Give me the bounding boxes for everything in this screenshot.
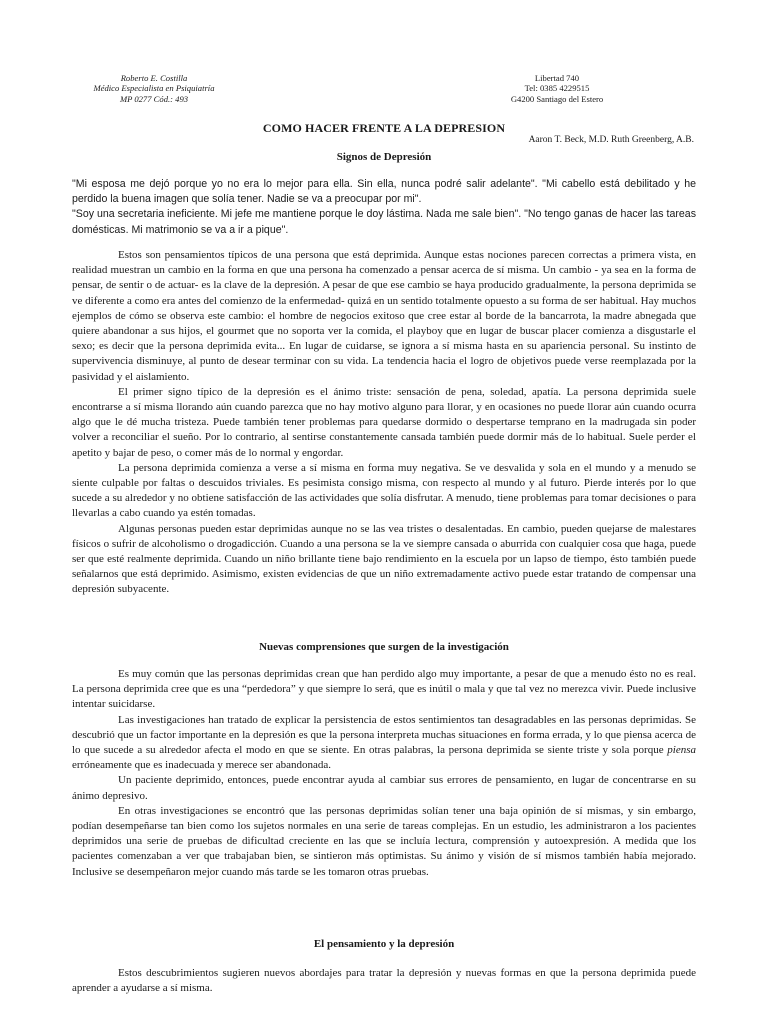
paragraph: Estos descubrimientos sugieren nuevos abordajes para tratar la depresión y nuevas formas en que la persona deprimida puede aprender a ayudarse a sí misma. [72,967,696,995]
paragraph [72,713,696,774]
document-title: COMO HACER FRENTE A LA DEPRESION [262,121,506,135]
signos-body [72,248,696,598]
doctor-name: Roberto E. Costilla [120,73,188,83]
address-city: G4200 Santiago del Estero [510,93,604,104]
document-authors: Aaron T. Beck, M.D. Ruth Greenberg, A.B. [528,135,694,145]
doctor-specialty: Médico Especialista en Psiquiatría [93,83,215,94]
doctor-license: MP 0277 Cód.: 493 [119,93,189,104]
paragraph: Es muy común que las personas deprimidas crean que han perdido algo muy importante, a pesar de que a menudo ésto no es real. La persona deprimida cree que es una “perdedora” y que siempre lo será, que es inútil o mala y que tal vez no merezca vivir. Puede inclusive intentar suicidarse. [72,668,696,711]
section-title-nuevas: Nuevas comprensiones que surgen de la investigación [259,641,509,653]
paragraph: En otras investigaciones se encontró que las personas deprimidas solían tener una baja opinión de sí mismas, y sin embargo, podían desempeñarse tan bien como los sujetos normales en una serie de tareas complejas. En un estudio, les administraron a los pacientes deprimidos una serie de pruebas de dificultad creciente en las que se incluía lectura, comprensión y autoexpresión. A medida que los pacientes comenzaban a ver que trabajaban bien, se sintieron más optimistas. Su ánimo y visión de sí mismos también había mejorado. Inclusive se desempeñaron mejor cuando más tarde se les tomaron otras pruebas. [72,804,696,878]
section-title-signos: Signos de Depresión [336,151,432,163]
nuevas-body [72,667,696,880]
emphasis-text: piensa [667,744,696,757]
paragraph: Estos son pensamientos típicos de una persona que está deprimida. Aunque estas nociones parecen correctas a primera vista, en realidad muestran un cambio en la forma en que una persona ha comenzado a pensar acerca de sí misma. Un cambio - ya sea en la forma de pensar, de sentir o de actuar- es la clave de la depresión. A pesar de que ese cambio se haya producido gradualmente, la persona deprimida se ve diferente a como era antes del comienzo de la enfermedad- quizá en un sentido totalmente opuesto a su forma de ser habitual. Hay muchos ejemplos de cómo se observa este cambio: el hombre de negocios exitoso que cree estar al borde de la bancarrota, la madre abnegada que quiere abandonar a sus hijos, el gourmet que no soporta ver la comida, el playboy que en lugar de buscar placer comienza a disgustarle el sexo; es decir que la persona deprimida evita... En lugar de cuidarse, se ignora a sí misma hasta en su apariencia personal. Su instinto de supervivencia disminuye, al punto de desear terminar con su vida. La tendencia hacia el logro de objetivos puede verse reemplazada por la pasividad y el aislamiento. [72,249,696,383]
paragraph: La persona deprimida comienza a verse a sí misma en forma muy negativa. Se ve desvalida y sola en el mundo y a menudo se siente culpable por faltas o descuidos triviales. Es pesimista consigo misma, con respecto al mundo y al futuro. Pierde interés por lo que sucede a su alrededor y no obtiene satisfacción de las actividades que solía disfrutar. A menudo, tiene problemas para tomar decisiones o para llevarlas a cabo cuando ya estén tomadas. [72,461,696,520]
letterhead-right [492,73,622,104]
paragraph-text: erróneamente que es inadecuada y merece ser abandonada. [72,759,331,772]
paragraph: El primer signo típico de la depresión es el ánimo triste: sensación de pena, soledad, apatía. La persona deprimida suele encontrarse a sí misma llorando aún cuando parezca que no hay motivo alguno para llorar, y en ocasiones no puede llorar aún cuando ocurra algo que le dé mucha tristeza. Puede también tener problemas para quedarse dormido o despertarse temprano en la madrugada sin poder volver a reconciliar el sueño. Por lo contrario, al sentirse constantemente cansada también puede dormir más de lo habitual. Suele perder el apetito y bajar de peso, o comer más de lo normal y engordar. [72,385,696,459]
paragraph: Algunas personas pueden estar deprimidas aunque no se las vea tristes o desalentadas. En cambio, pueden quejarse de malestares físicos o sufrir de alcoholismo o drogadicción. Cuando a una persona se la ve siempre cansada o aburrida con cualquier cosa que haga, puede ser que esté realmente deprimida. Cuando un niño brillante tiene bajo rendimiento en la escuela por un lapso de tiempo, ésto también puede señalarnos que está deprimido. Asimismo, existen evidencias de que un niño extremadamente activo puede estar tratando de compensar una depresión subyacente. [72,522,696,596]
letterhead-left [74,73,234,104]
section-title-pensamiento: El pensamiento y la depresión [313,938,455,950]
address-phone: Tel: 0385 4229515 [524,83,590,94]
address-street: Libertad 740 [534,73,580,83]
paragraph: Un paciente deprimido, entonces, puede encontrar ayuda al cambiar sus errores de pensamiento, en lugar de concentrarse en su ánimo depresivo. [72,774,696,802]
quotes-block [72,177,696,238]
quote-1: "Mi esposa me dejó porque yo no era lo mejor para ella. Sin ella, nunca podré salir adelante". "Mi cabello está debilitado y he perdido la buena imagen que solía tener. Nadie se va a preocupar por mi". [72,178,696,206]
pensamiento-body [72,966,696,996]
quote-2: "Soy una secretaria ineficiente. Mi jefe me mantiene porque le doy lástima. Nada me sale bien". "No tengo ganas de hacer las tareas domésticas. Mi matrimonio se va a ir a pique". [72,208,696,236]
paragraph-text: Las investigaciones han tratado de explicar la persistencia de estos sentimientos tan desagradables en las personas deprimidas. Se descubrió que un factor importante en la depresión es que la persona interpreta muchas situaciones en forma errada, y lo que piensa acerca de lo que sucede a su alrededor afecta el modo en que se siente. En otras palabras, la persona deprimida se siente triste y sola porque [72,713,696,757]
